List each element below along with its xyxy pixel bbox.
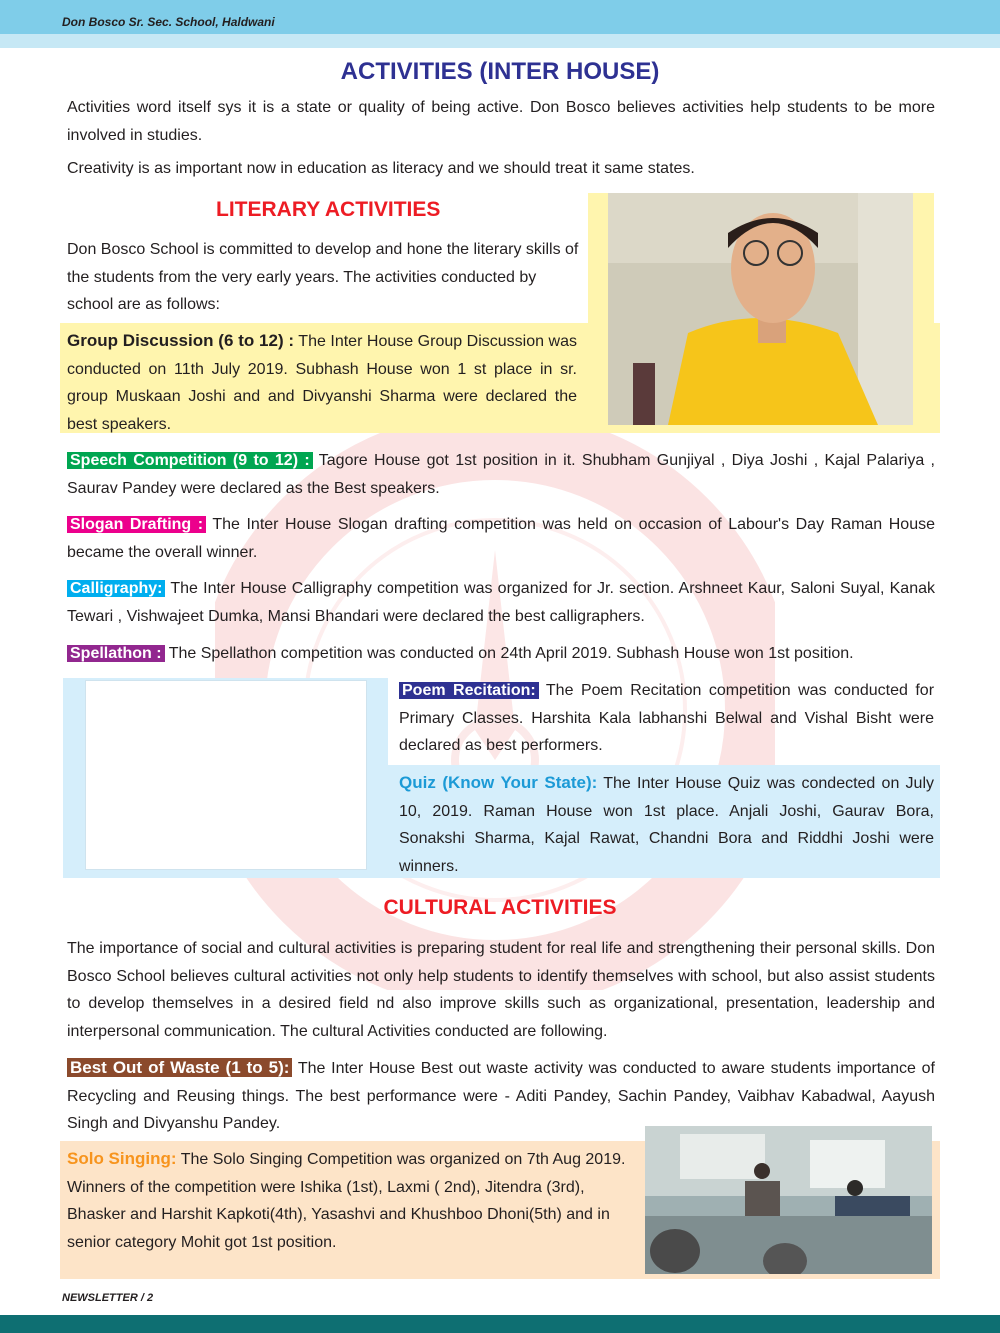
solo-singing-paragraph [67,1145,627,1256]
best-out-of-waste-label: Best Out of Waste (1 to 5): [67,1058,292,1077]
quiz-text: The Inter House Quiz was condected on July 10, 2019. Raman House won 1st place. Anjali Joshi, Gaurav Bora, Sonakshi Sharma, Kajal Rawat, Chandni Bora and Riddhi Joshi were winners. [399,775,935,875]
calligraphy-text: The Inter House Calligraphy competition was organized for Jr. section. Arshneet Kaur, Saloni Suyal, Kanak Tewari , Vishwajeet Dumka, Mansi Bhandari were declared the best calligraphers. [67,580,936,625]
intro-paragraph-1: Activities word itself sys it is a state or quality of being active. Don Bosco believes activities help students to be more involved in studies. [67,99,935,144]
group-discussion-paragraph [67,327,577,438]
best-out-of-waste-paragraph [67,1054,935,1138]
literary-intro: Don Bosco School is committed to develop and hone the literary skills of the students from the very early years. The activities conducted by school are as follows: [67,241,579,313]
quiz-label: Quiz (Know Your State): [399,773,598,792]
group-discussion-text: The Inter House Group Discussion was conducted on 11th July 2019. Subhash House won 1 st place in sr. group Muskaan Joshi and and Divyanshi Sharma were declared the best speakers. [67,333,578,433]
group-discussion-label: Group Discussion (6 to 12) : [67,331,295,350]
quiz-paragraph [399,769,934,880]
calligraphy-paragraph [67,575,935,630]
cultural-section-title: CULTURAL ACTIVITIES [383,896,617,919]
spellathon-label: Spellathon : [67,645,165,662]
spellathon-text: The Spellathon competition was conducted on 24th April 2019. Subhash House won 1st position. [168,645,854,662]
header-bar-light [0,34,1000,48]
school-name: Don Bosco Sr. Sec. School, Haldwani [62,15,275,29]
solo-singing-label: Solo Singing: [67,1149,177,1168]
literary-section-title: LITERARY ACTIVITIES [216,198,441,221]
spellathon-paragraph [67,640,935,668]
slogan-drafting-paragraph [67,511,935,566]
speaker-photo [608,193,913,425]
speech-competition-paragraph [67,447,935,502]
slogan-drafting-text: The Inter House Slogan drafting competition was held on occasion of Labour's Day Raman House became the overall winner. [67,516,936,561]
speech-competition-text: Tagore House got 1st position in it. Shubham Gunjiyal , Diya Joshi , Kajal Palariya , Saurav Pandey were declared as the Best speakers. [67,452,936,497]
best-out-of-waste-text: The Inter House Best out waste activity was conducted to aware students importance of Recycling and Reusing things. The best performance were - Aditi Pandey, Sachin Pandey, Vaibhav Kabadwal, Aayush Singh and Divyanshu Pandey. [67,1060,935,1132]
cultural-intro: The importance of social and cultural activities is preparing student for real life and strengthening their personal skills. Don Bosco School believes cultural activities not only help students to identify themselves with school, but also assist students to develop themselves in a desired field nd also improve skills such as organizational, presentation, leadership and interpersonal communication. The cultural Activities conducted are following. [67,940,935,1040]
intro-paragraph-2: Creativity is as important now in education as literacy and we should treat it same states. [67,160,695,177]
image-placeholder-lower [85,765,367,870]
poem-recitation-label: Poem Recitation: [399,682,539,699]
speech-competition-label: Speech Competition (9 to 12) : [67,452,313,469]
solo-singing-text: The Solo Singing Competition was organized on 7th Aug 2019. Winners of the competition were Ishika (1st), Laxmi ( 2nd), Jitendra (3rd), Bhasker and Harshit Kapkoti(4th), Yasashvi and Khushboo Dhoni(5th) and in senior category Mohit got 1st position. [67,1151,626,1251]
poem-recitation-paragraph [399,677,934,760]
page-title: ACTIVITIES (INTER HOUSE) [340,58,660,85]
slogan-drafting-label: Slogan Drafting : [67,516,206,533]
poem-recitation-text: The Poem Recitation competition was conducted for Primary Classes. Harshita Kala labhanshi Belwal and Vishal Bisht were declared as best performers. [399,682,935,754]
footer-bar [0,1315,1000,1333]
solo-singing-photo [645,1126,932,1274]
footer-page-number: NEWSLETTER / 2 [62,1292,154,1304]
calligraphy-label: Calligraphy: [67,580,165,597]
